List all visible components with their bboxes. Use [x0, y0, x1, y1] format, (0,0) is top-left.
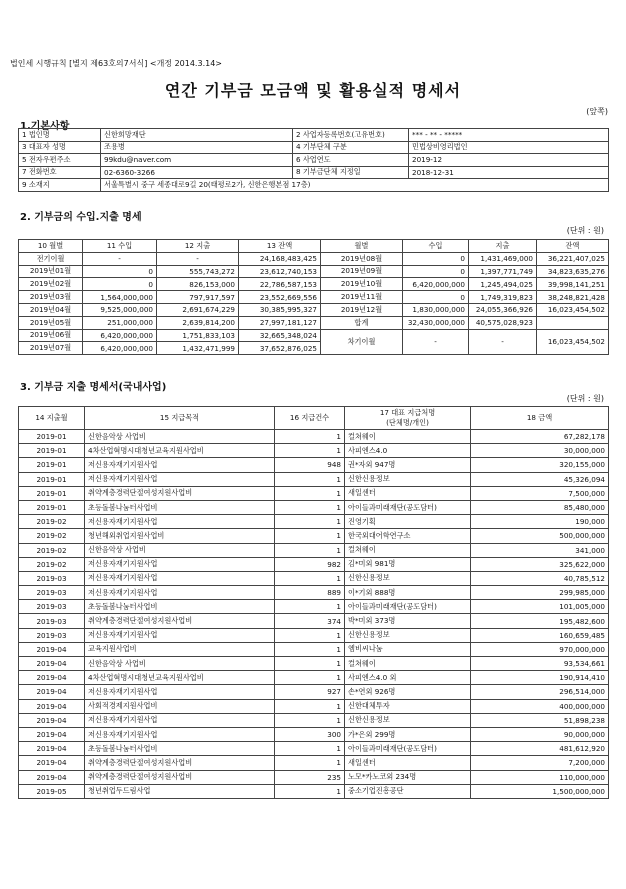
column-header: 17 대표 지급처명 (단체명/개인): [345, 407, 471, 430]
field-value: 신한희망재단: [101, 129, 293, 142]
month-cell: 합계: [321, 316, 403, 329]
column-header: 16 지급건수: [275, 407, 345, 430]
recipient-cell: 신한신용정보: [345, 472, 471, 486]
expense-month-cell: 2019-01: [19, 444, 85, 458]
expense-month-cell: 2019-01: [19, 472, 85, 486]
income-cell: -: [403, 329, 469, 355]
income-expense-row: [19, 303, 609, 316]
amount-cell: 67,282,178: [471, 430, 609, 444]
amount-cell: 40,785,512: [471, 571, 609, 585]
amount-cell: 110,000,000: [471, 770, 609, 784]
domestic-expense-header-row: [19, 407, 609, 430]
count-cell: 374: [275, 614, 345, 628]
table-row: [19, 671, 609, 685]
field-value: 서울특별시 중구 세종대로9길 20(태평로2가, 신한은행본점 17층): [101, 179, 609, 192]
income-cell: 0: [83, 265, 157, 278]
column-header: 13 잔액: [239, 240, 321, 253]
month-cell: 2019년08월: [321, 252, 403, 265]
amount-cell: 190,000: [471, 515, 609, 529]
table-row: [19, 557, 609, 571]
field-label: 7 전화번호: [19, 166, 101, 179]
amount-cell: 93,534,661: [471, 657, 609, 671]
amount-cell: 296,514,000: [471, 685, 609, 699]
amount-cell: 481,612,920: [471, 742, 609, 756]
recipient-cell: 사피엔스4.0: [345, 444, 471, 458]
recipient-cell: 권*자외 947명: [345, 458, 471, 472]
expense-cell: 1,749,319,823: [469, 291, 537, 304]
amount-cell: 325,622,000: [471, 557, 609, 571]
table-row: [19, 685, 609, 699]
balance-cell: [537, 316, 609, 329]
recipient-cell: 컬쳐웨이: [345, 430, 471, 444]
recipient-cell: 한국외대어학연구소: [345, 529, 471, 543]
income-cell: -: [83, 252, 157, 265]
balance-cell: 30,385,995,327: [239, 303, 321, 316]
table-row: [19, 727, 609, 741]
expense-month-cell: 2019-03: [19, 600, 85, 614]
recipient-cell: 아이들과미래재단(공도담터): [345, 742, 471, 756]
amount-cell: 51,898,238: [471, 713, 609, 727]
count-cell: 1: [275, 699, 345, 713]
field-label: 1 법인명: [19, 129, 101, 142]
amount-cell: 85,480,000: [471, 500, 609, 514]
purpose-cell: 사회적경제지원사업비: [85, 699, 275, 713]
purpose-cell: 교육지원사업비: [85, 642, 275, 656]
expense-month-cell: 2019-03: [19, 586, 85, 600]
month-cell: 2019년12월: [321, 303, 403, 316]
table-row: [19, 699, 609, 713]
table-row: [19, 784, 609, 798]
table-row: [19, 472, 609, 486]
field-value: 민법상비영리법인: [409, 141, 609, 154]
income-cell: 0: [403, 291, 469, 304]
expense-month-cell: 2019-05: [19, 784, 85, 798]
count-cell: 1: [275, 486, 345, 500]
field-value: 99kdu@naver.com: [101, 154, 293, 167]
basic-info-row: [19, 179, 609, 192]
purpose-cell: 저신용자재기지원사업: [85, 685, 275, 699]
amount-cell: 970,000,000: [471, 642, 609, 656]
field-label: 6 사업연도: [293, 154, 409, 167]
count-cell: 1: [275, 600, 345, 614]
table-row: [19, 458, 609, 472]
column-header: 11 수입: [83, 240, 157, 253]
count-cell: 1: [275, 671, 345, 685]
purpose-cell: 저신용자재기지원사업: [85, 628, 275, 642]
section3-heading: 3. 기부금 지출 명세서(국내사업): [20, 382, 167, 393]
recipient-cell: 신한대체투자: [345, 699, 471, 713]
balance-cell: 16,023,454,502: [537, 303, 609, 316]
recipient-cell: 컬쳐웨이: [345, 657, 471, 671]
table-row: [19, 600, 609, 614]
expense-cell: 24,055,366,926: [469, 303, 537, 316]
table-row: [19, 586, 609, 600]
recipient-cell: 노모*카노코외 234명: [345, 770, 471, 784]
field-value: 2019-12: [409, 154, 609, 167]
amount-cell: 400,000,000: [471, 699, 609, 713]
month-cell: 2019년11월: [321, 291, 403, 304]
expense-cell: 40,575,028,923: [469, 316, 537, 329]
balance-cell: 23,612,740,153: [239, 265, 321, 278]
income-expense-row: [19, 316, 609, 329]
expense-cell: 2,639,814,200: [157, 316, 239, 329]
month-cell: 2019년10월: [321, 278, 403, 291]
month-cell: 차기이월: [321, 329, 403, 355]
recipient-cell: 아이들과미래재단(공도담터): [345, 500, 471, 514]
amount-cell: 45,326,094: [471, 472, 609, 486]
expense-month-cell: 2019-01: [19, 500, 85, 514]
amount-cell: 30,000,000: [471, 444, 609, 458]
recipient-cell: 박*미외 373명: [345, 614, 471, 628]
table-row: [19, 515, 609, 529]
count-cell: 889: [275, 586, 345, 600]
field-label: 8 기부금단체 지정일: [293, 166, 409, 179]
table-row: [19, 642, 609, 656]
field-label: 9 소재지: [19, 179, 101, 192]
recipient-cell: 김*미외 981명: [345, 557, 471, 571]
income-expense-header-row: [19, 240, 609, 253]
purpose-cell: 저신용자재기지원사업: [85, 727, 275, 741]
amount-cell: 320,155,000: [471, 458, 609, 472]
column-header: 18 금액: [471, 407, 609, 430]
expense-month-cell: 2019-04: [19, 742, 85, 756]
expense-month-cell: 2019-02: [19, 543, 85, 557]
expense-month-cell: 2019-03: [19, 628, 85, 642]
expense-month-cell: 2019-04: [19, 685, 85, 699]
expense-month-cell: 2019-04: [19, 727, 85, 741]
table-row: [19, 486, 609, 500]
income-expense-row: [19, 291, 609, 304]
basic-info-row: [19, 129, 609, 142]
count-cell: 1: [275, 742, 345, 756]
count-cell: 1: [275, 571, 345, 585]
count-cell: 1: [275, 430, 345, 444]
expense-month-cell: 2019-04: [19, 671, 85, 685]
table-row: [19, 770, 609, 784]
month-cell: 2019년06월: [19, 329, 83, 342]
count-cell: 982: [275, 557, 345, 571]
amount-cell: 195,482,600: [471, 614, 609, 628]
purpose-cell: 청년취업두드림사업: [85, 784, 275, 798]
balance-cell: 34,823,635,276: [537, 265, 609, 278]
expense-cell: 1,245,494,025: [469, 278, 537, 291]
balance-cell: 39,998,141,251: [537, 278, 609, 291]
month-cell: 2019년03월: [19, 291, 83, 304]
income-expense-row: [19, 252, 609, 265]
expense-month-cell: 2019-03: [19, 571, 85, 585]
recipient-cell: 아이들과미래재단(공도담터): [345, 600, 471, 614]
table-row: [19, 543, 609, 557]
table-row: [19, 657, 609, 671]
expense-month-cell: 2019-04: [19, 756, 85, 770]
section3-unit: (단위 : 원): [566, 394, 604, 403]
month-cell: 2019년01월: [19, 265, 83, 278]
count-cell: 1: [275, 713, 345, 727]
expense-month-cell: 2019-02: [19, 529, 85, 543]
expense-month-cell: 2019-04: [19, 642, 85, 656]
table-row: [19, 500, 609, 514]
income-expense-row: [19, 265, 609, 278]
count-cell: 1: [275, 784, 345, 798]
expense-month-cell: 2019-02: [19, 515, 85, 529]
column-header: 잔액: [537, 240, 609, 253]
purpose-cell: 저신용자재기지원사업: [85, 586, 275, 600]
recipient-cell: 손*연외 926명: [345, 685, 471, 699]
count-cell: 948: [275, 458, 345, 472]
count-cell: 1: [275, 628, 345, 642]
expense-cell: 1,431,469,000: [469, 252, 537, 265]
expense-month-cell: 2019-01: [19, 430, 85, 444]
recipient-cell: 신한신용정보: [345, 571, 471, 585]
purpose-cell: 신한음악상 사업비: [85, 657, 275, 671]
purpose-cell: 취약계층경력단절여성지원사업비: [85, 486, 275, 500]
income-cell: 6,420,000,000: [83, 342, 157, 355]
table-row: [19, 430, 609, 444]
table-row: [19, 571, 609, 585]
section2-unit: (단위 : 원): [566, 226, 604, 235]
table-row: [19, 742, 609, 756]
amount-cell: 7,200,000: [471, 756, 609, 770]
field-value: 02-6360-3266: [101, 166, 293, 179]
income-expense-row: [19, 329, 609, 342]
count-cell: 927: [275, 685, 345, 699]
count-cell: 1: [275, 500, 345, 514]
purpose-cell: 초등돌봄나눔터사업비: [85, 500, 275, 514]
income-cell: 9,525,000,000: [83, 303, 157, 316]
expense-cell: 1,751,833,103: [157, 329, 239, 342]
recipient-cell: 가*은외 299명: [345, 727, 471, 741]
month-cell: 2019년02월: [19, 278, 83, 291]
month-cell: 2019년09월: [321, 265, 403, 278]
count-cell: 1: [275, 529, 345, 543]
balance-cell: 37,652,876,025: [239, 342, 321, 355]
month-cell: 2019년05월: [19, 316, 83, 329]
amount-cell: 500,000,000: [471, 529, 609, 543]
recipient-cell: 엠비씨나눔: [345, 642, 471, 656]
table-row: [19, 713, 609, 727]
recipient-cell: 새일센터: [345, 756, 471, 770]
recipient-cell: 신한신용정보: [345, 713, 471, 727]
balance-cell: 27,997,181,127: [239, 316, 321, 329]
month-cell: 전기이월: [19, 252, 83, 265]
amount-cell: 190,914,410: [471, 671, 609, 685]
document-title: 연간 기부금 모금액 및 활용실적 명세서: [164, 81, 462, 100]
basic-info-row: [19, 141, 609, 154]
month-cell: 2019년04월: [19, 303, 83, 316]
income-cell: 0: [403, 265, 469, 278]
expense-month-cell: 2019-01: [19, 458, 85, 472]
income-cell: 6,420,000,000: [83, 329, 157, 342]
expense-cell: 1,432,471,999: [157, 342, 239, 355]
income-cell: 6,420,000,000: [403, 278, 469, 291]
purpose-cell: 청년해외취업지원사업비: [85, 529, 275, 543]
purpose-cell: 저신용자재기지원사업: [85, 571, 275, 585]
table-row: [19, 628, 609, 642]
field-value: 조용병: [101, 141, 293, 154]
count-cell: 1: [275, 543, 345, 557]
purpose-cell: 취약계층경력단절여성지원사업비: [85, 614, 275, 628]
balance-cell: 36,221,407,025: [537, 252, 609, 265]
count-cell: 1: [275, 756, 345, 770]
expense-month-cell: 2019-04: [19, 699, 85, 713]
income-cell: 32,430,000,000: [403, 316, 469, 329]
expense-month-cell: 2019-01: [19, 486, 85, 500]
expense-month-cell: 2019-04: [19, 657, 85, 671]
purpose-cell: 취약계층경력단절여성지원사업비: [85, 756, 275, 770]
expense-cell: 797,917,597: [157, 291, 239, 304]
table-row: [19, 614, 609, 628]
expense-cell: 555,743,272: [157, 265, 239, 278]
amount-cell: 160,659,485: [471, 628, 609, 642]
income-expense-row: [19, 278, 609, 291]
recipient-cell: 이*기외 888명: [345, 586, 471, 600]
purpose-cell: 저신용자재기지원사업: [85, 515, 275, 529]
purpose-cell: 초등돌봄나눔터사업비: [85, 600, 275, 614]
column-header: 월별: [321, 240, 403, 253]
expense-cell: -: [469, 329, 537, 355]
count-cell: 300: [275, 727, 345, 741]
income-cell: 0: [403, 252, 469, 265]
expense-cell: 2,691,674,229: [157, 303, 239, 316]
balance-cell: 32,665,348,024: [239, 329, 321, 342]
basic-info-table: [18, 128, 609, 192]
recipient-cell: 새일센터: [345, 486, 471, 500]
income-cell: 1,564,000,000: [83, 291, 157, 304]
recipient-cell: 컬쳐웨이: [345, 543, 471, 557]
field-value: 2018-12-31: [409, 166, 609, 179]
recipient-cell: 진영기획: [345, 515, 471, 529]
section1-heading: 1.기본사항: [20, 121, 70, 132]
balance-cell: 24,168,483,425: [239, 252, 321, 265]
purpose-cell: 초등돌봄나눔터사업비: [85, 742, 275, 756]
income-expense-table: [18, 239, 609, 355]
income-cell: 1,830,000,000: [403, 303, 469, 316]
purpose-cell: 4차산업혁명시대청년교육지원사업비: [85, 671, 275, 685]
field-value: *** - ** - *****: [409, 129, 609, 142]
expense-cell: 1,397,771,749: [469, 265, 537, 278]
field-label: 3 대표자 성명: [19, 141, 101, 154]
column-header: 지출: [469, 240, 537, 253]
expense-month-cell: 2019-04: [19, 770, 85, 784]
purpose-cell: 저신용자재기지원사업: [85, 472, 275, 486]
balance-cell: 22,786,587,153: [239, 278, 321, 291]
purpose-cell: 취약계층경력단절여성지원사업비: [85, 770, 275, 784]
expense-month-cell: 2019-02: [19, 557, 85, 571]
count-cell: 1: [275, 657, 345, 671]
income-cell: 251,000,000: [83, 316, 157, 329]
page-side-mark: (앞쪽): [586, 107, 608, 116]
column-header: 12 지출: [157, 240, 239, 253]
column-header: 14 지출월: [19, 407, 85, 430]
count-cell: 1: [275, 515, 345, 529]
column-header: 10 월별: [19, 240, 83, 253]
income-cell: 0: [83, 278, 157, 291]
field-label: 2 사업자등록번호(고유번호): [293, 129, 409, 142]
count-cell: 1: [275, 472, 345, 486]
amount-cell: 101,005,000: [471, 600, 609, 614]
amount-cell: 299,985,000: [471, 586, 609, 600]
basic-info-row: [19, 166, 609, 179]
purpose-cell: 저신용자재기지원사업: [85, 557, 275, 571]
purpose-cell: 저신용자재기지원사업: [85, 458, 275, 472]
count-cell: 235: [275, 770, 345, 784]
basic-info-row: [19, 154, 609, 167]
expense-cell: -: [157, 252, 239, 265]
recipient-cell: 신한신용정보: [345, 628, 471, 642]
purpose-cell: 신한음악상 사업비: [85, 430, 275, 444]
expense-month-cell: 2019-03: [19, 614, 85, 628]
table-row: [19, 529, 609, 543]
section2-heading: 2. 기부금의 수입.지출 명세: [20, 212, 142, 223]
table-row: [19, 756, 609, 770]
count-cell: 1: [275, 642, 345, 656]
purpose-cell: 신한음악상 사업비: [85, 543, 275, 557]
amount-cell: 90,000,000: [471, 727, 609, 741]
amount-cell: 7,500,000: [471, 486, 609, 500]
balance-cell: 23,552,669,556: [239, 291, 321, 304]
form-reference: 법인세 시행규칙 [별지 제63호의7서식] <개정 2014.3.14>: [10, 59, 222, 68]
amount-cell: 341,000: [471, 543, 609, 557]
purpose-cell: 4차산업혁명시대청년교육지원사업비: [85, 444, 275, 458]
count-cell: 1: [275, 444, 345, 458]
expense-month-cell: 2019-04: [19, 713, 85, 727]
amount-cell: 1,500,000,000: [471, 784, 609, 798]
column-header: 수입: [403, 240, 469, 253]
balance-cell: 38,248,821,428: [537, 291, 609, 304]
recipient-cell: 사피엔스4.0 외: [345, 671, 471, 685]
recipient-cell: 중소기업진흥공단: [345, 784, 471, 798]
expense-cell: 826,153,000: [157, 278, 239, 291]
field-label: 4 기부단체 구분: [293, 141, 409, 154]
field-label: 5 전자우편주소: [19, 154, 101, 167]
balance-cell: 16,023,454,502: [537, 329, 609, 355]
purpose-cell: 저신용자재기지원사업: [85, 713, 275, 727]
domestic-expense-table: [18, 406, 609, 799]
column-header: 15 지급목적: [85, 407, 275, 430]
table-row: [19, 444, 609, 458]
month-cell: 2019년07월: [19, 342, 83, 355]
